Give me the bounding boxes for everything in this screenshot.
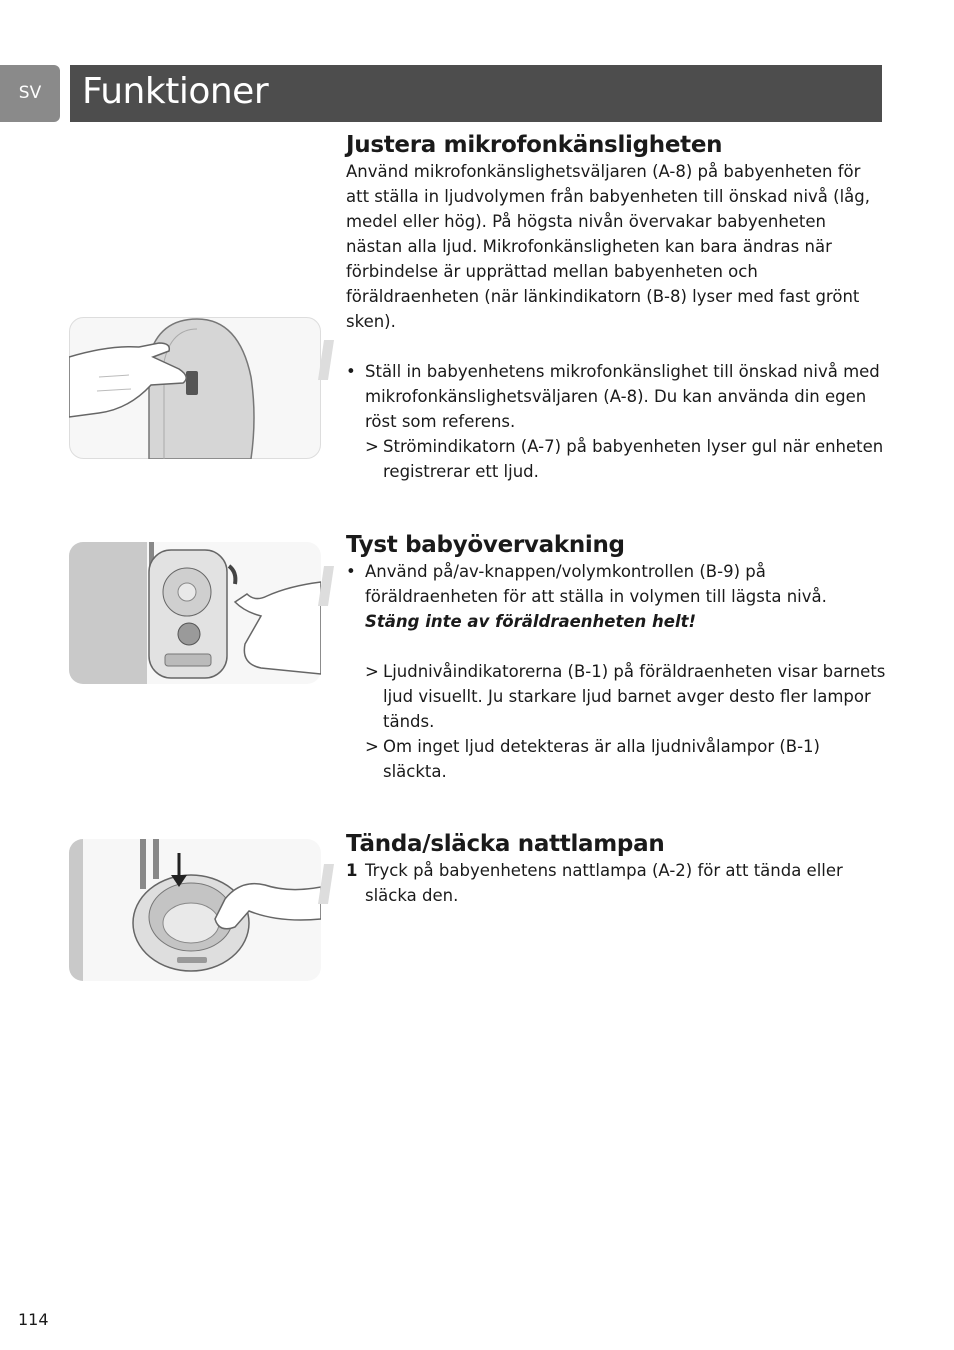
section-heading: Tyst babyövervakning: [346, 532, 625, 558]
illustration-night-light: [69, 839, 321, 981]
language-code: SV: [18, 83, 42, 103]
section-marker-icon: [318, 566, 334, 606]
bullet-mark: •: [346, 362, 356, 381]
bullet-item: [346, 359, 886, 434]
section-heading: Tända/släcka nattlampan: [346, 831, 665, 857]
page-title: Funktioner: [82, 71, 269, 112]
parent-unit-volume-drawing: [69, 542, 321, 684]
section-intro: Använd mikrofonkänslighetsväljaren (A-8) på babyenheten för att ställa in ljudvolymen från babyenheten till önskad nivå (låg, medel eller hög). På högsta nivån övervakar babyenheten nästan alla ljud. Mikrofonkänsligheten kan bara ändras när förbindelse är upprättad mellan babyenheten och föräldraenheten (när länkindikatorn (B-8) lyser med fast grönt sken).: [346, 162, 871, 331]
illustration-baby-unit-switch: [69, 317, 321, 459]
section-heading: Justera mikrofonkänsligheten: [346, 132, 723, 158]
result-arrow: >: [365, 437, 379, 456]
result-arrow: >: [365, 737, 379, 756]
bullet-item: [346, 559, 886, 609]
step-text: Tryck på babyenhetens nattlampa (A-2) för att tända eller släcka den.: [365, 861, 843, 905]
result-text: Strömindikatorn (A-7) på babyenheten lyser gul när enheten registrerar ett ljud.: [383, 437, 884, 481]
result-item: [346, 734, 886, 784]
baby-unit-switch-drawing: [69, 317, 321, 459]
language-tab: [0, 65, 60, 122]
bullet-text: Använd på/av-knappen/volymkontrollen (B-9) på föräldraenheten för att ställa in volymen till lägsta nivå.: [365, 562, 827, 606]
section-silent-monitoring: [346, 531, 886, 784]
night-light-drawing: [69, 839, 321, 981]
step-number: 1: [346, 861, 358, 880]
section-microphone-sensitivity: [346, 131, 886, 484]
bullet-mark: •: [346, 562, 356, 581]
result-item: [346, 434, 886, 484]
section-night-light: [346, 830, 886, 908]
result-text: Ljudnivåindikatorerna (B-1) på föräldraenheten visar barnets ljud visuellt. Ju starkare ljud barnet avger desto fler lampor tänds.: [383, 662, 886, 731]
step-item: [346, 858, 886, 908]
illustration-parent-unit-volume: [69, 542, 321, 684]
result-text: Om inget ljud detekteras är alla ljudnivålampor (B-1) släckta.: [383, 737, 820, 781]
header-bar: [70, 65, 882, 122]
warning-text: Stäng inte av föräldraenheten helt!: [365, 612, 697, 631]
warning-item: [346, 609, 886, 634]
section-marker-icon: [318, 340, 334, 380]
result-item: [346, 659, 886, 734]
result-arrow: >: [365, 662, 379, 681]
section-marker-icon: [318, 864, 334, 904]
page-number: 114: [18, 1310, 49, 1329]
bullet-text: Ställ in babyenhetens mikrofonkänslighet till önskad nivå med mikrofonkänslighetsväljaren (A-8). Du kan använda din egen röst som referens.: [365, 362, 880, 431]
